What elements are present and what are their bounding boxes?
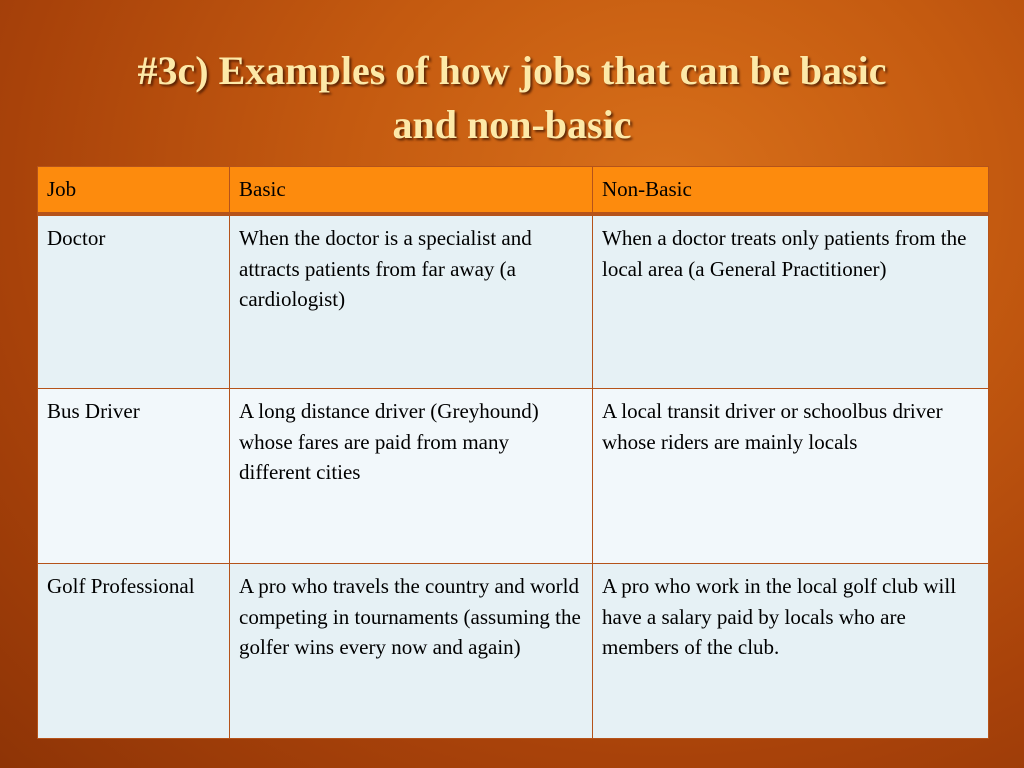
cell-non-basic: When a doctor treats only patients from the local area (a General Practitioner) (593, 214, 989, 389)
header-basic: Basic (230, 167, 593, 215)
jobs-table (37, 166, 989, 739)
cell-non-basic: A local transit driver or schoolbus driver whose riders are mainly locals (593, 389, 989, 564)
cell-job: Doctor (38, 214, 230, 389)
slide-title: #3c) Examples of how jobs that can be basic and non-basic (137, 48, 887, 147)
table-row (38, 564, 989, 739)
cell-non-basic: A pro who work in the local golf club will have a salary paid by locals who are members of the club. (593, 564, 989, 739)
header-job: Job (38, 167, 230, 215)
table-header-row (38, 167, 989, 215)
cell-basic: A long distance driver (Greyhound) whose fares are paid from many different cities (230, 389, 593, 564)
table-row (38, 214, 989, 389)
cell-basic: When the doctor is a specialist and attracts patients from far away (a cardiologist) (230, 214, 593, 389)
header-non-basic: Non-Basic (593, 167, 989, 215)
cell-basic: A pro who travels the country and world competing in tournaments (assuming the golfer wins every now and again) (230, 564, 593, 739)
cell-job: Golf Professional (38, 564, 230, 739)
cell-job: Bus Driver (38, 389, 230, 564)
table-row (38, 389, 989, 564)
